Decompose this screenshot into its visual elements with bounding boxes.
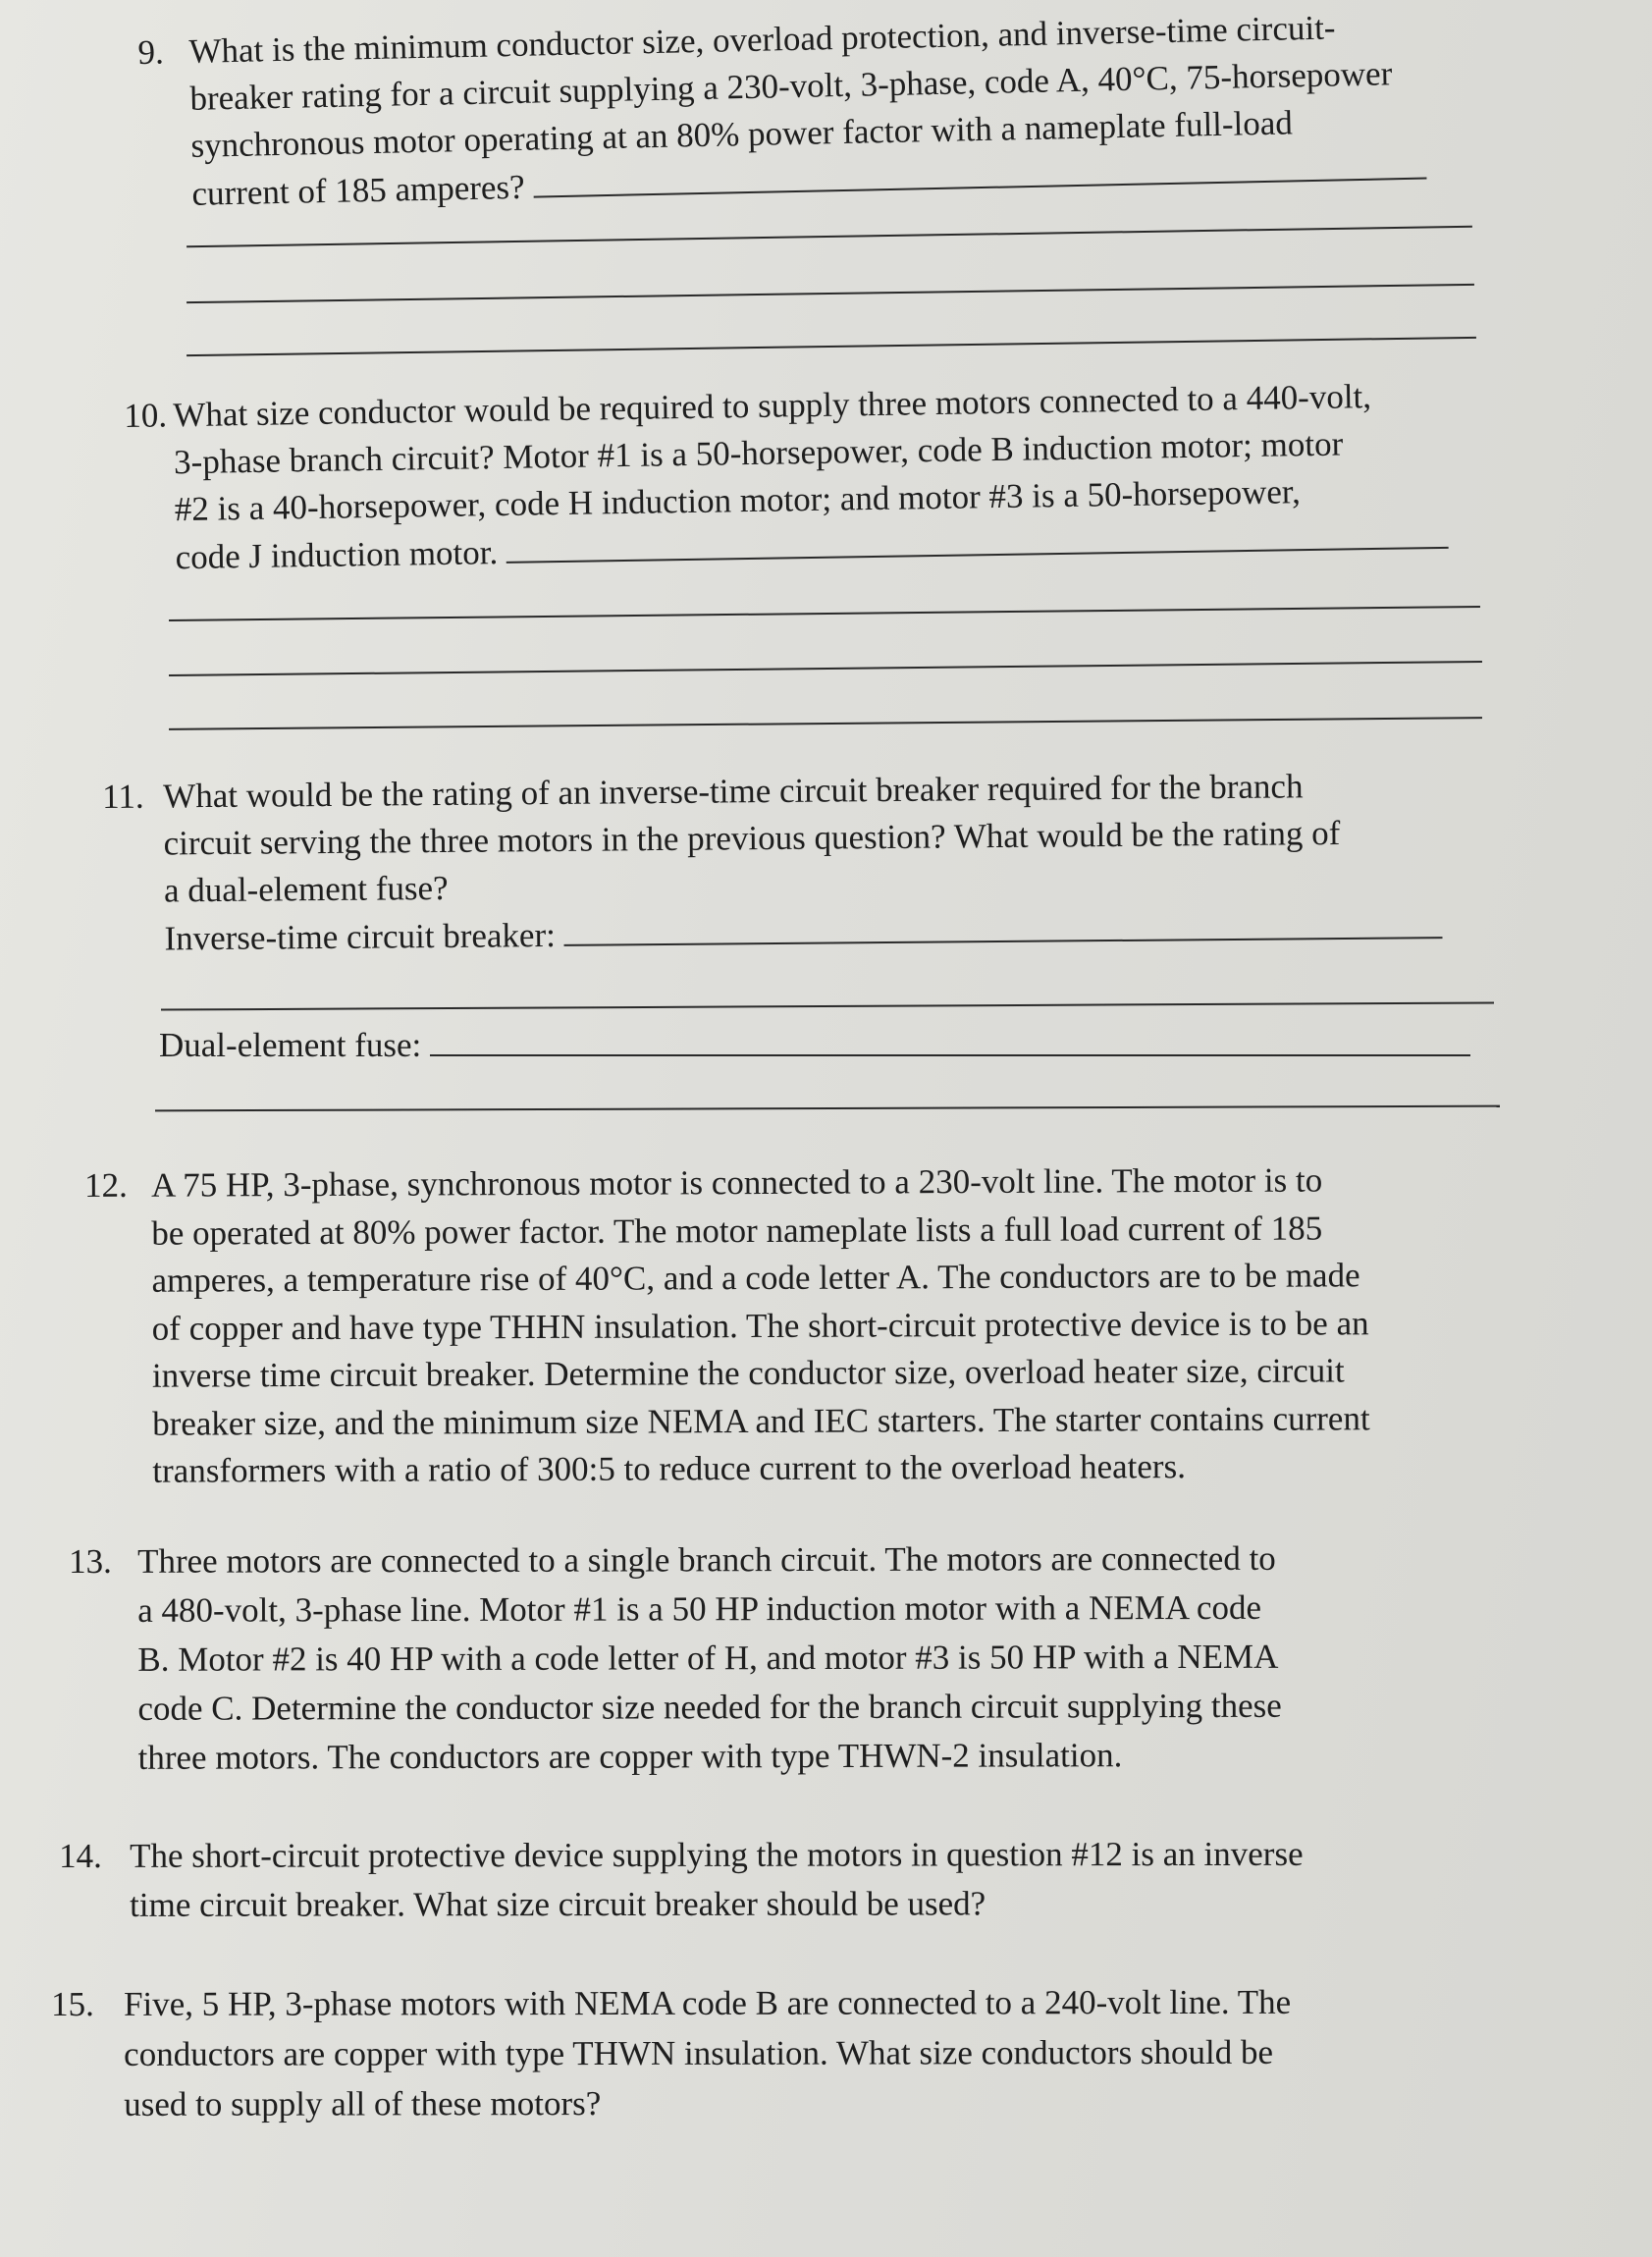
question-number: 14.	[59, 1836, 102, 1875]
answer-line[interactable]	[187, 226, 1472, 248]
question-text-line: be operated at 80% power factor. The motor nameplate lists a full load current of 185	[151, 1208, 1323, 1253]
question-text-line: three motors. The conductors are copper with type THWN-2 insulation.	[137, 1736, 1123, 1777]
answer-line[interactable]	[161, 1001, 1494, 1010]
question-text-line: 3-phase branch circuit? Motor #1 is a 50-horsepower, code B induction motor; motor	[173, 424, 1344, 482]
field-row-dual-element-fuse	[159, 1021, 1470, 1069]
answer-line[interactable]	[187, 337, 1476, 356]
question-text-line: The short-circuit protective device supplying the motors in question #12 is an inverse	[130, 1834, 1304, 1875]
question-text-line: What would be the rating of an inverse-time circuit breaker required for the branch	[163, 767, 1304, 816]
question-text-line: conductors are copper with type THWN insulation. What size conductors should be	[124, 2032, 1274, 2073]
question-text-line: amperes, a temperature rise of 40°C, and a code letter A. The conductors are to be made	[151, 1256, 1360, 1300]
answer-line[interactable]	[169, 606, 1480, 621]
question-text-line: code C. Determine the conductor size needed for the branch circuit supplying these	[137, 1686, 1282, 1728]
question-text-line: transformers with a ratio of 300:5 to reduce current to the overload heaters.	[152, 1447, 1186, 1490]
question-text-line: A 75 HP, 3-phase, synchronous motor is connected to a 230-volt line. The motor is to	[151, 1160, 1323, 1205]
answer-line[interactable]	[169, 717, 1482, 730]
field-label: Dual-element fuse:	[159, 1026, 422, 1064]
question-number: 9.	[137, 32, 165, 72]
question-number: 15.	[51, 1984, 94, 2023]
question-text-line: a dual-element fuse?	[163, 868, 449, 910]
question-text-line: #2 is a 40-horsepower, code H induction motor; and motor #3 is a 50-horsepower,	[174, 472, 1302, 529]
question-text-line: What is the minimum conductor size, overload protection, and inverse-time circuit-	[188, 8, 1336, 71]
question-text-line: a 480-volt, 3-phase line. Motor #1 is a 50 HP induction motor with a NEMA code	[137, 1587, 1262, 1630]
question-number: 12.	[84, 1165, 128, 1205]
question-number: 10.	[124, 396, 168, 435]
question-text-line: breaker rating for a circuit supplying a 230-volt, 3-phase, code A, 40°C, 75-horsepower	[189, 54, 1393, 118]
answer-line[interactable]	[169, 661, 1482, 676]
question-text-line: circuit serving the three motors in the previous question? What would be the rating of	[163, 813, 1341, 863]
question-text-line: synchronous motor operating at an 80% power factor with a nameplate full-load	[190, 103, 1294, 165]
question-number: 11.	[102, 777, 144, 816]
question-text-line: Three motors are connected to a single branch circuit. The motors are connected to	[137, 1538, 1276, 1581]
question-text-line: time circuit breaker. What size circuit breaker should be used?	[130, 1884, 986, 1924]
dual-element-fuse-answer-line[interactable]	[430, 1021, 1470, 1056]
field-row-circuit-breaker	[164, 903, 1443, 962]
field-label: Inverse-time circuit breaker:	[164, 915, 557, 958]
answer-line[interactable]	[155, 1105, 1500, 1112]
question-text-line: used to supply all of these motors?	[124, 2084, 602, 2123]
answer-line[interactable]	[187, 284, 1474, 303]
circuit-breaker-answer-line[interactable]	[563, 903, 1442, 946]
question-text-line: breaker size, and the minimum size NEMA and IEC starters. The starter contains current	[152, 1398, 1370, 1443]
question-text-line: inverse time circuit breaker. Determine the conductor size, overload heater size, circuit	[151, 1351, 1345, 1395]
question-text-line: of copper and have type THHN insulation. The short-circuit protective device is to be an	[151, 1303, 1369, 1348]
question-text-line: code J induction motor.	[175, 513, 1449, 581]
question-text-line: B. Motor #2 is 40 HP with a code letter of H, and motor #3 is 50 HP with a NEMA	[137, 1637, 1279, 1679]
question-number: 13.	[69, 1541, 112, 1581]
question-text-line: Five, 5 HP, 3-phase motors with NEMA code B are connected to a 240-volt line. The	[124, 1982, 1292, 2023]
question-text-line: What size conductor would be required to supply three motors connected to a 440-volt,	[173, 377, 1372, 435]
question-text-line: current of 185 amperes?	[191, 144, 1427, 218]
